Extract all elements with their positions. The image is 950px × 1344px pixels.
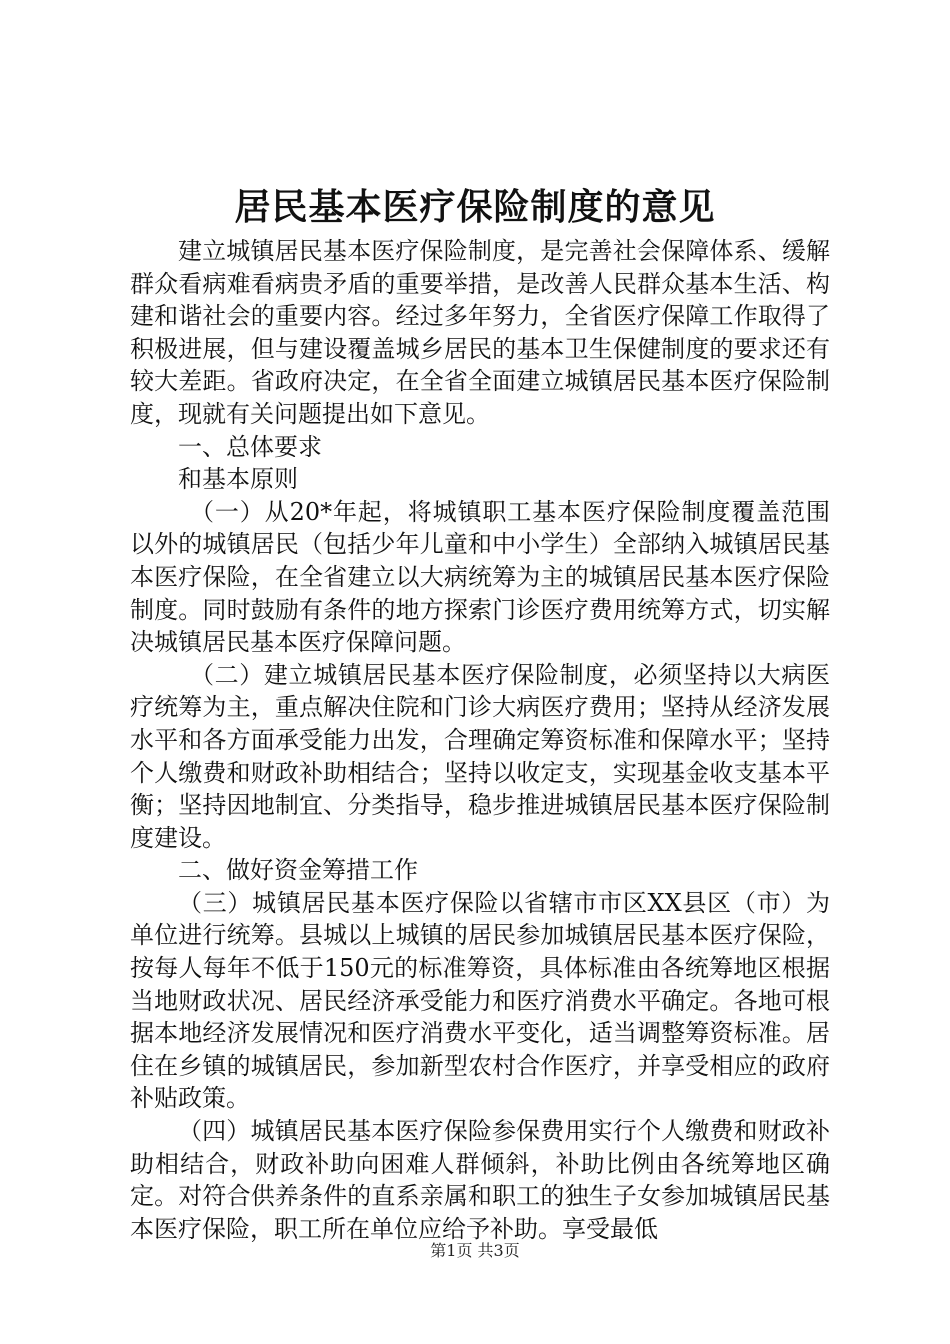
section-heading-1: 一、总体要求 [178, 432, 322, 461]
section-heading-1-continued: 和基本原则 [178, 465, 298, 494]
page-footer: 第1页 共3页 [430, 1241, 520, 1260]
section-heading-2: 二、做好资金筹措工作 [178, 856, 418, 885]
paragraph-item-1: （一）从20*年起，将城镇职工基本医疗保险制度覆盖范围以外的城镇居民（包括少年儿童和中小学生）全部纳入城镇居民基本医疗保险，在全省建立以大病统筹为主的城镇居民基本医疗保险制度。同时鼓励有条件的地方探索门诊医疗费用统筹方式，切实解决城镇居民基本医疗保障问题。 [130, 497, 830, 657]
paragraph-item-2: （二）建立城镇居民基本医疗保险制度，必须坚持以大病医疗统筹为主，重点解决住院和门诊大病医疗费用；坚持从经济发展水平和各方面承受能力出发，合理确定筹资标准和保障水平；坚持个人缴费和财政补助相结合；坚持以收定支，实现基金收支基本平衡；坚持因地制宜、分类指导，稳步推进城镇居民基本医疗保险制度建设。 [130, 660, 830, 852]
paragraph-intro: 建立城镇居民基本医疗保险制度，是完善社会保障体系、缓解群众看病难看病贵矛盾的重要举措，是改善人民群众基本生活、构建和谐社会的重要内容。经过多年努力，全省医疗保障工作取得了积极进展，但与建设覆盖城乡居民的基本卫生保健制度的要求还有较大差距。省政府决定，在全省全面建立城镇居民基本医疗保险制度，现就有关问题提出如下意见。 [130, 237, 830, 428]
paragraph-item-4: （四）城镇居民基本医疗保险参保费用实行个人缴费和财政补助相结合，财政补助向困难人群倾斜，补助比例由各统筹地区确定。对符合供养条件的直系亲属和职工的独生子女参加城镇居民基本医疗保险，职工所在单位应给予补助。享受最低 [130, 1117, 830, 1243]
document-title: 居民基本医疗保险制度的意见 [234, 186, 716, 228]
document-body [130, 235, 830, 1245]
paragraph-item-3: （三）城镇居民基本医疗保险以省辖市市区XX县区（市）为单位进行统筹。县城以上城镇的居民参加城镇居民基本医疗保险，按每人每年不低于150元的标准筹资，具体标准由各统筹地区根据当地财政状况、居民经济承受能力和医疗消费水平确定。各地可根据本地经济发展情况和医疗消费水平变化，适当调整筹资标准。居住在乡镇的城镇居民，参加新型农村合作医疗，并享受相应的政府补贴政策。 [130, 888, 830, 1113]
